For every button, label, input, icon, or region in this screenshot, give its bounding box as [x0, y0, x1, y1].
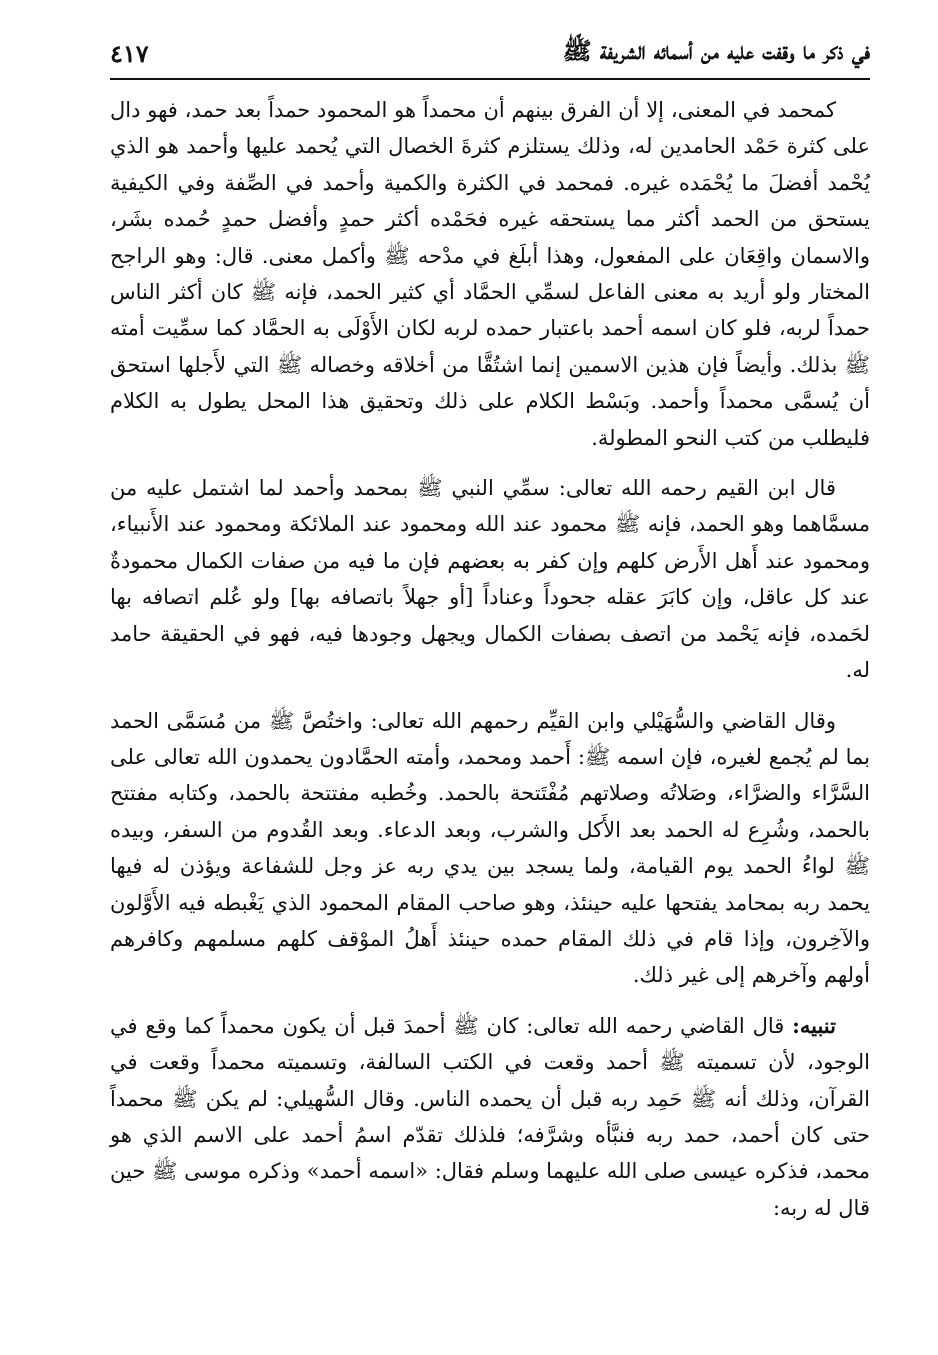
page-number: ٤١٧ [110, 38, 149, 68]
paragraph-text: قال ابن القيم رحمه الله تعالى: سمِّي النبي ﷺ بمحمد وأحمد لما اشتمل عليه من مسمَّاهما وهو الحمد، فإنه ﷺ محمود عند الله ومحمود عند الملائكة ومحمود عند الأَنبياء، ومحمود عند أَهل الأَرض كلهم وإن كفر به بعضهم فإن ما فيه من صفات الكمال محمودةٌ عند كل عاقل، وإن كابَرَ عقله جحوداً وعناداً [أو جهلاً باتصافه بها] ولو عُلم اتصافه بها لحَمده، فإنه يَحْمد من اتصف بصفات الكمال ويجهل وجودها فيه، فهو في الحقيقة حامد له. [110, 476, 870, 683]
header-rule [110, 78, 870, 80]
body-text [110, 92, 870, 1226]
paragraph [110, 470, 870, 688]
paragraph [110, 92, 870, 456]
paragraph-text: قال القاضي رحمه الله تعالى: كان ﷺ أحمدَ قبل أن يكون محمداً كما وقع في الوجود، لأن تسميته ﷺ أحمد وقعت في الكتب السالفة، وتسميته محمداً وقعت في القرآن، وذلك أنه ﷺ حَمِد ربه قبل أن يحمده الناس. وقال السُّهيلي: لم يكن ﷺ محمداً حتى كان أحمد، حمد ربه فنبَّأه وشرَّفه؛ فلذلك تقدّم اسمُ أحمد على الاسم الذي هو محمد، فذكره عيسى صلى الله عليهما وسلم فقال: «اسمه أحمد» وذكره موسى ﷺ حين قال له ربه: [110, 1013, 870, 1220]
paragraph-text: وقال القاضي والسُّهَيْلي وابن القيِّم رحمهم الله تعالى: واختُصَّ ﷺ من مُسَمَّى الحمد بما لم يُجمع لغيره، فإن اسمه ﷺ: أَحمد ومحمد، وأمته الحمَّادون يحمدون الله تعالى على السَّرَّاء والضرَّاء، وصَلاتُه وصلاتهم مُفْتَتحة بالحمد. وخُطبه مفتتحة بالحمد، وكتابه مفتتح بالحمد، وشُرِع له الحمد بعد الأَكل والشرب، وبعد الدعاء. وبعد القُدوم من السفر، وبيده ﷺ لواءُ الحمد يوم القيامة، ولما يسجد بين يدي ربه عز وجل للشفاعة ويؤذن له فيها يحمد ربه بمحامد يفتحها عليه حينئذ، وهو صاحب المقام المحمود الذي يَغْبطه فيه الأَوَّلون والآخِرون، وإذا قام في ذلك المقام حمده حينئذ أَهلُ الموْقف كلهم مسلمهم وكافرهم أولهم وآخرهم إلى غير ذلك. [110, 708, 871, 988]
note-lead: تنبيه: [792, 1012, 836, 1038]
paragraph-gap [110, 994, 870, 1008]
paragraph-text: كمحمد في المعنى، إلا أن الفرق بينهم أن محمداً هو المحمود حمداً بعد حمد، فهو دال على كثرة حَمْد الحامدين له، وذلك يستلزم كثرةَ الخصال التي يُحمد عليها وأحمد هو الذي يُحْمد أفضلَ ما يُحْمَده غيره. فمحمد في الكثرة والكمية وأحمد في الصِّفة وفي الكيفية يستحق من الحمد أكثر مما يستحقه غيره فحَمْده أكثر حمدٍ وأفضل حمدٍ حُمده بشَر، والاسمان واقِعَان على المفعول، وهذا أبلَغ في مدْحه ﷺ وأكمل معنى. قال: وهو الراجح المختار ولو أريد به معنى الفاعل لسمِّي الحمَّاد أي كثير الحمد، فإنه ﷺ كان أكثر الناس حمداً لربه، فلو كان اسمه أحمد باعتبار حمده لربه لكان الأَوْلَى به الحمَّاد كما سمِّيت أمته ﷺ بذلك. وأيضاً فإن هذين الاسمين إنما اشتُقَّا من أخلاقه وخصاله ﷺ التي لأَجلها استحق أن يُسمَّى محمداً وأحمد. وبَسْط الكلام على ذلك وتحقيق هذا المحل يطول به الكلام فليطلب من كتب النحو المطولة. [110, 98, 870, 450]
paragraph [110, 703, 870, 994]
paragraph-gap [110, 456, 870, 470]
paragraph [110, 1008, 870, 1226]
page-header [110, 30, 870, 76]
paragraph-gap [110, 689, 870, 703]
running-title: في ذكر ما وقفت عليه من أسمائه الشريفة ﷺ [562, 35, 870, 65]
